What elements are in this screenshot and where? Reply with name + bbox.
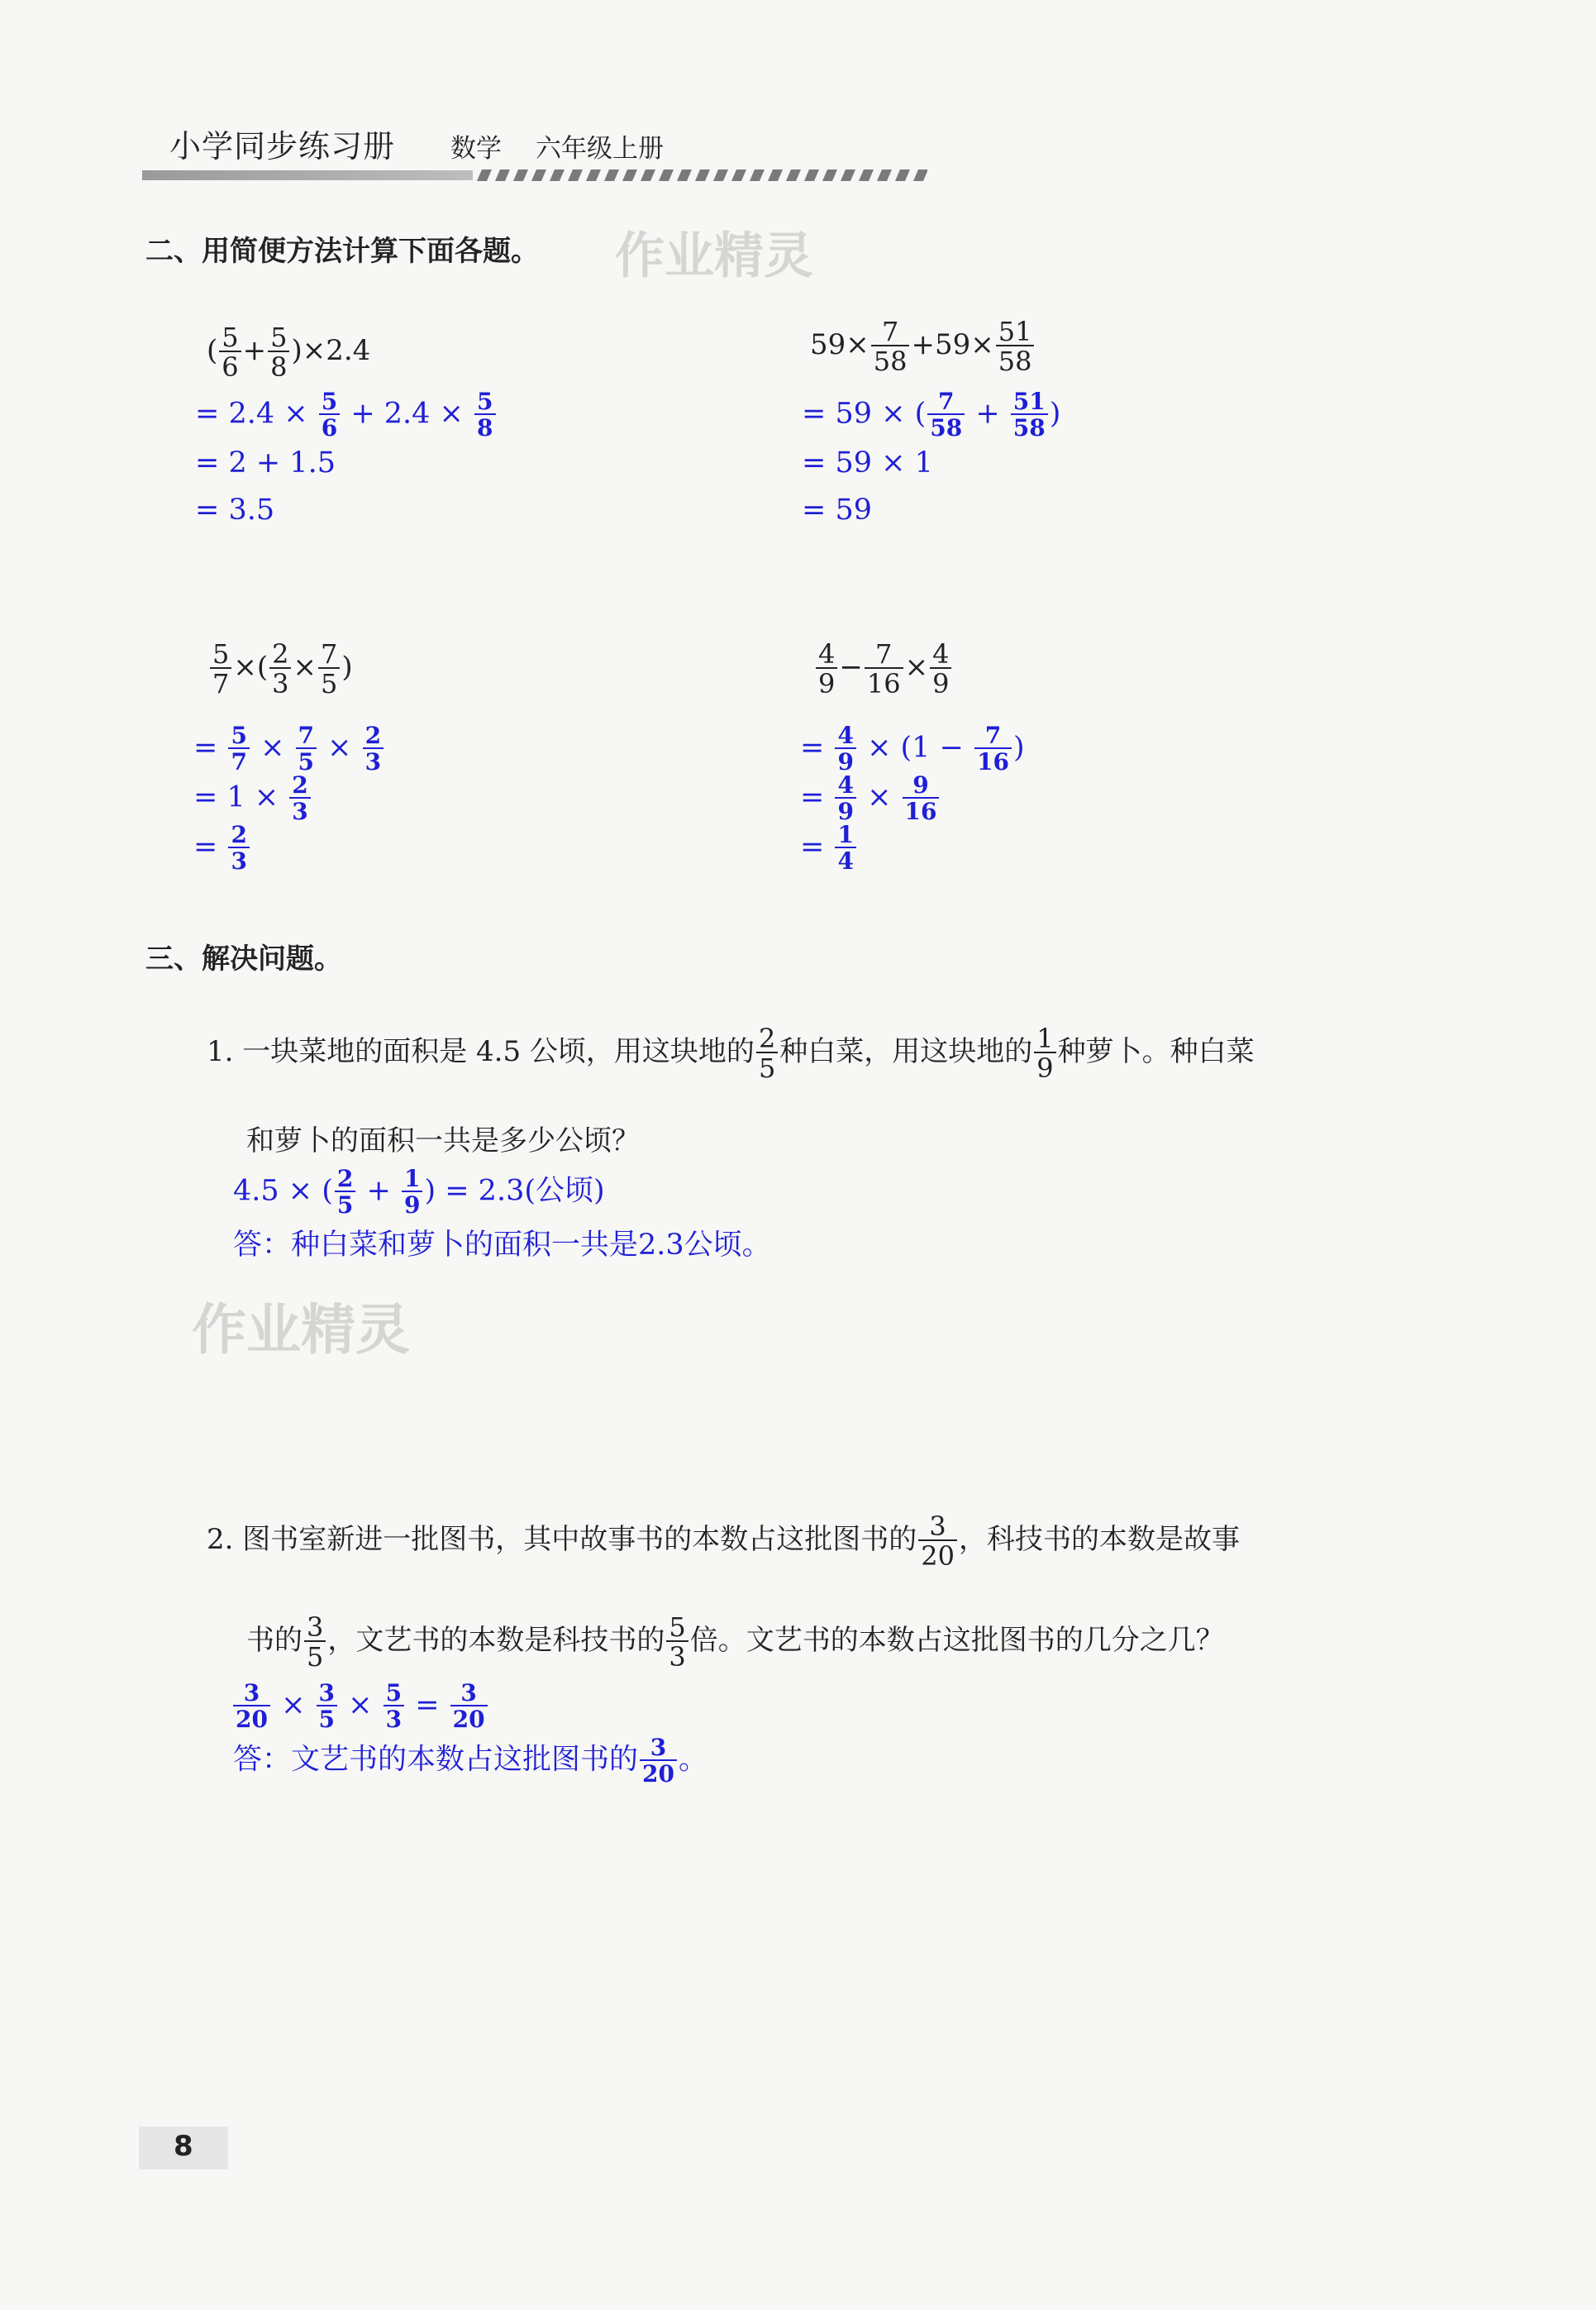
grade-label: 六年级上册 (536, 134, 664, 164)
watermark-middle: 作业精灵 (192, 1298, 410, 1362)
bar-dash (786, 169, 801, 181)
bar-dash (477, 169, 492, 181)
bar-dash (768, 169, 783, 181)
word-problem-2-calculation: $\frac{3}{20}$ × $\frac{3}{5}$ × $\frac{5}{3}$ = $\frac{3}{20}$ (231, 1682, 489, 1731)
header-decorative-bar (142, 167, 927, 184)
problem-1-step-3: = 3.5 (195, 494, 275, 527)
word-problem-2-line-2: 书的 $\frac{3}{5}$ ，文艺书的本数是科技书的 $\frac{5}{3}$ 倍。文艺书的本数占这批图书的几分之几？ (246, 1611, 1224, 1673)
word-problem-2-answer: 答：文艺书的本数占这批图书的 $\frac{3}{20}$ 。 (233, 1734, 707, 1787)
problem-1-step-2: = 2 + 1.5 (195, 446, 336, 480)
section-3-title: 三、解决问题。 (145, 943, 342, 976)
bar-dash (659, 169, 674, 181)
bar-dash (641, 169, 655, 181)
bar-dash (695, 169, 710, 181)
word-problem-1-line-1: 1. 一块菜地的面积是 4.5 公顷，用这块地的 $\frac{2}{5}$ 种白菜，用这块地的 $\frac{1}{9}$ 种萝卜。种白菜 (207, 1023, 1255, 1084)
bar-dash (913, 169, 927, 181)
problem-2-step-2: = 59 × 1 (802, 446, 933, 480)
problem-3-step-2: = 1 × $\frac{2}{3}$ (193, 774, 312, 823)
bar-dash (550, 169, 565, 181)
bar-dash (750, 169, 765, 181)
word-problem-1-line-2: 和萝卜的面积一共是多少公顷？ (246, 1124, 640, 1157)
section-2-title: 二、用简便方法计算下面各题。 (145, 235, 539, 268)
bar-dash (822, 169, 837, 181)
subject-label: 数学 (450, 134, 502, 164)
problem-3-step-1: = $\frac{5}{7}$ × $\frac{7}{5}$ × $\frac{2}{3}$ (193, 724, 385, 774)
bar-dash (713, 169, 728, 181)
problem-2-question: 59× $\frac{7}{58}$ +59× $\frac{51}{58}$ (810, 318, 1036, 375)
problem-3-step-3: = $\frac{2}{3}$ (193, 823, 251, 873)
word-problem-1-calculation: 4.5 × ( $\frac{2}{5}$ + $\frac{1}{9}$ ) = 2.3(公顷) (233, 1165, 605, 1219)
bar-dash (513, 169, 528, 181)
watermark-top: 作业精灵 (615, 227, 813, 285)
bar-dash (859, 169, 874, 181)
problem-4-question: $\frac{4}{9}$ − $\frac{7}{16}$ × $\frac{4}{9}$ (814, 641, 953, 697)
bar-dash (804, 169, 819, 181)
problem-1-question: ( $\frac{5}{6}$ + $\frac{5}{8}$ )×2.4 (207, 322, 371, 383)
book-title: 小学同步练习册 (169, 128, 396, 165)
bar-dash (895, 169, 910, 181)
bar-dash (568, 169, 583, 181)
problem-4-step-1: = $\frac{4}{9}$ × (1 − $\frac{7}{16}$ ) (800, 722, 1025, 776)
word-problem-2-line-1: 2. 图书室新进一批图书，其中故事书的本数占这批图书的 $\frac{3}{20}$ ，科技书的本数是故事 (207, 1511, 1240, 1572)
bar-dash (495, 169, 510, 181)
problem-3-question: $\frac{5}{7}$ ×( $\frac{2}{3}$ × $\frac{7}{5}$ ) (208, 641, 353, 697)
bar-dash (622, 169, 637, 181)
bar-dash (604, 169, 619, 181)
word-problem-1-answer: 答：种白菜和萝卜的面积一共是2.3公顷。 (233, 1229, 771, 1262)
bar-dash (877, 169, 892, 181)
bar-dash (531, 169, 546, 181)
problem-1-step-1: = 2.4 × $\frac{5}{6}$ + 2.4 × $\frac{5}{8}$ (195, 390, 498, 440)
bar-dash (731, 169, 746, 181)
problem-2-step-1: = 59 × ( $\frac{7}{58}$ + $\frac{51}{58}$ ) (802, 388, 1061, 441)
problem-4-step-2: = $\frac{4}{9}$ × $\frac{9}{16}$ (800, 774, 941, 823)
bar-dash (677, 169, 692, 181)
page-number: 8 (174, 2130, 193, 2163)
problem-4-step-3: = $\frac{1}{4}$ (800, 823, 858, 873)
page-number-box (139, 2126, 228, 2169)
problem-2-step-3: = 59 (802, 494, 872, 527)
bar-dash (586, 169, 601, 181)
bar-dash (841, 169, 855, 181)
